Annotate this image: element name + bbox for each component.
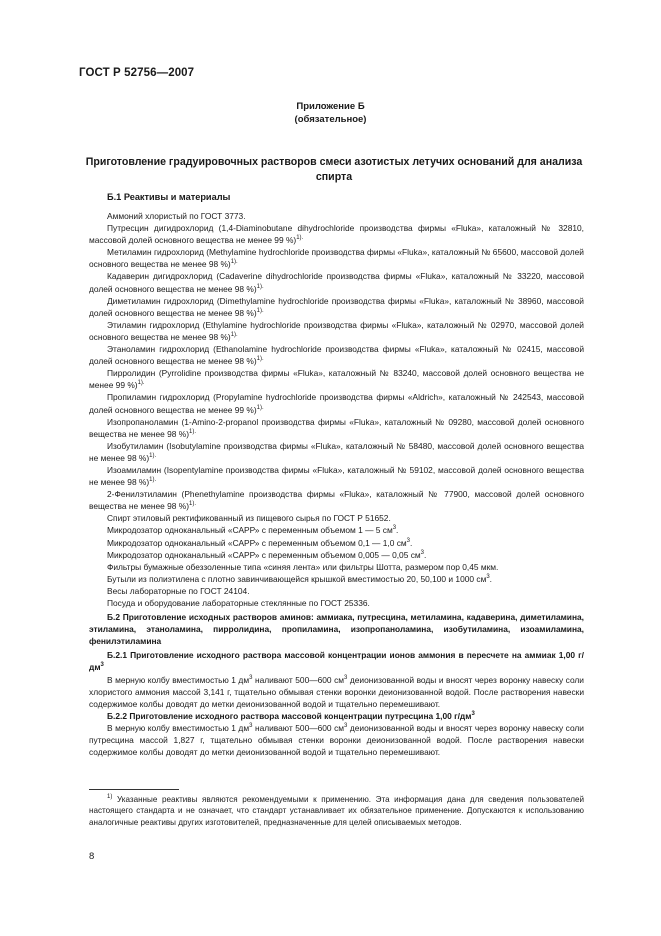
reagent-item: Диметиламин гидрохлорид (Dimethylamine hydrochloride производства фирмы «Fluka», каталожный № 38960, массовой долей основного вещества не менее 98 %)$^{1).}$ (89, 295, 584, 318)
reagent-item: Кадаверин дигидрохлорид (Cadaverine dihydrochloride производства фирмы «Fluka», каталожный № 33220, массовой долей основного вещества не менее 98 %)$^{1).}$ (89, 271, 584, 294)
reagent-item: Пропиламин гидрохлорид (Propylamine hydrochloride производства фирмы «Aldrich», каталожный № 242543, массовой долей основного вещества не менее 99 %)$^{1).}$ (89, 392, 584, 415)
section-b22-heading: Б.2.2 Приготовление исходного раствора массовой концентрации путресцина 1,00 $г/дм^3$ (107, 710, 475, 721)
section-b22-paragraph: В мерную колбу вместимостью 1 $дм^3$ наливают 500—600 $см^3$ деионизованной воды и вносят через воронку навеску соли путресцина массой 1,827 г, тщательно обмывая стенки воронки деионизованной водой. После растворения навески содержимое колбы доводят до метки деионизованной водой и тщательно перемешивают. (89, 722, 584, 758)
annex-status: (обязательное) (294, 114, 367, 125)
document-header: ГОСТ Р 52756—2007 (79, 67, 195, 79)
section-b21-paragraph: В мерную колбу вместимостью 1 $дм^3$ наливают 500—600 $см^3$ деионизованной воды и вносят через воронку навеску соли хлористого аммония массой 3,141 г, тщательно обмывая стенки воронки деионизованной водой. После растворения навески содержимое колбы доводят до метки деионизованной водой и тщательно перемешивают. (89, 674, 584, 709)
reagent-item: Микродозатор одноканальный «САРР» с переменным объемом 0,1 — 1,0 $см^3$. (107, 537, 413, 548)
reagent-item: Этаноламин гидрохлорид (Ethanolamine hydrochloride производства фирмы «Fluka», каталожный № 02415, массовой долей основного вещества не менее 98 %)$^{1).}$ (89, 344, 584, 367)
reagent-item: Весы лабораторные по ГОСТ 24104. (107, 585, 250, 596)
reagent-item: Бутыли из полиэтилена с плотно завинчивающейся крышкой вместимостью 20, 50,100 и 1000 $см^3$. (107, 573, 492, 584)
reagent-item: Спирт этиловый ректификованный из пищевого сырья по ГОСТ Р 51652. (107, 513, 391, 524)
reagent-item: Путресцин дигидрохлорид (1,4-Diaminobutane dihydrochloride производства фирмы «Fluka», каталожный № 32810, массовой долей основного вещества не менее 99 %)$^{1).}$ (89, 223, 584, 246)
reagent-item: Этиламин гидрохлорид (Ethylamine hydrochloride производства фирмы «Fluka», каталожный № 02970, массовой долей основного вещества не менее 98 %)$^{1).}$ (89, 319, 584, 342)
section-heading: Приготовление градуировочных растворов смеси азотистых летучих оснований для анализа спирта (85, 156, 583, 183)
footnote: $^{1)}$ Указанные реактивы являются рекомендуемыми к применению. Эта информация дана для сведения пользователей настоящего стандарта и не означает, что стандарт устанавливает их обязательное применение. Допускаются к использованию аналогичные реактивы других изготовителей, предназначенные для целей описываемых методов. (89, 794, 584, 827)
section-b2-heading: Б.2 Приготовление исходных растворов аминов: аммиака, путресцина, метиламина, кадаверина, диметиламина, этиламина, этаноламина, пирролидина, пропиламина, изопропаноламина, изобутиламина, изоамиламина, фенилэтиламина (89, 612, 584, 647)
reagent-item: Микродозатор одноканальный «САРР» с переменным объемом 0,005 — 0,05 $см^3$. (107, 549, 427, 560)
section-b1-heading: Б.1 Реактивы и материалы (107, 192, 231, 202)
reagent-item: Фильтры бумажные обеззоленные типа «синяя лента» или фильтры Шотта, размером пор 0,45 мкм. (107, 561, 499, 572)
footnote-separator (89, 789, 179, 790)
reagent-item: Микродозатор одноканальный «САРР» с переменным объемом 1 — 5 $см^3$. (107, 525, 399, 536)
reagent-item: Пирролидин (Pyrrolidine производства фирмы «Fluka», каталожный № 83240, массовой долей основного вещества не менее 99 %)$^{1).}$ (89, 368, 584, 391)
reagent-item: Изоамиламин (Isopentylamine производства фирмы «Fluka», каталожный № 59102, массовой долей основного вещества не менее 98 %)$^{1).}$ (89, 464, 584, 488)
section-body (89, 210, 584, 758)
page-number: 8 (89, 851, 95, 862)
reagent-item: Изопропаноламин (1-Amino-2-propanol производства фирмы «Fluka», каталожный № 09280, массовой долей основного вещества не менее 98 %)$^{1).}$ (89, 416, 584, 439)
reagent-item: Изобутиламин (Isobutylamine производства фирмы «Fluka», каталожный № 58480, массовой долей основного вещества не менее 98 %)$^{1).}$ (89, 440, 584, 463)
reagent-item: Аммоний хлористый по ГОСТ 3773. (107, 211, 246, 221)
annex-title: Приложение Б (296, 101, 365, 112)
reagent-item: Метиламин гидрохлорид (Methylamine hydrochloride производства фирмы «Fluka», каталожный № 65600, массовой долей основного вещества не менее 98 %)$^{1).}$ (89, 247, 584, 270)
reagent-list (89, 210, 584, 609)
section-b21-heading: Б.2.1 Приготовление исходного раствора массовой концентрации ионов аммония в пересчете на аммиак 1,00 $г/дм^3$ (89, 650, 584, 673)
reagent-item: 2-Фенилэтиламин (Phenethylamine производства фирмы «Fluka», каталожный № 77900, массовой долей основного вещества не менее 98 %)$^{1).}$ (89, 489, 584, 512)
reagent-item: Посуда и оборудование лабораторные стеклянные по ГОСТ 25336. (107, 598, 370, 608)
